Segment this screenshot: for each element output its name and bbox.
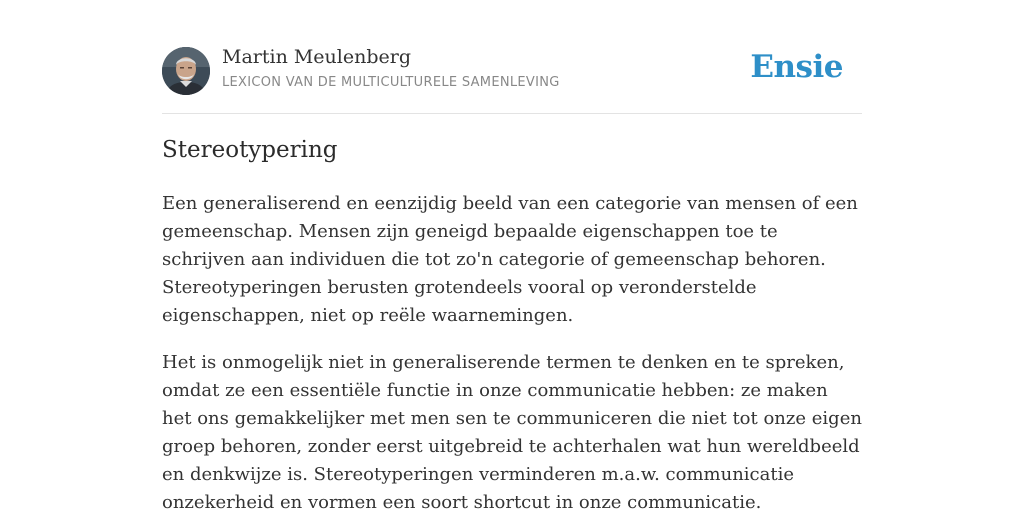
collection-name[interactable]: LEXICON VAN DE MULTICULTURELE SAMENLEVING [222, 75, 560, 90]
paragraph: Het is onmogelijk niet in generaliserende termen te denken en te spreken, omdat ze een essentiële functie in onze communicatie hebben: ze maken het ons gemakkelijker met men sen te communiceren die niet tot onze eigen groep behoren, zonder eerst uitgebreid te achterhalen wat hun wereldbeeld en denkwijze is. Stereotyperingen verminderen m.a.w. communicatie onzekerheid en vormen een soort shortcut in onze communicatie. [162, 352, 862, 512]
paragraph: Een generaliserend en eenzijdig beeld van een categorie van mensen of een gemeenschap. Mensen zijn geneigd bepaalde eigenschappen toe te schrijven aan individuen die tot zo'n categorie of gemeenschap behoren. Stereotyperingen berusten grotendeels vooral op veronderstelde eigenschappen, niet op reële waarnemingen. [162, 193, 858, 326]
header-divider [162, 113, 862, 114]
article-body [162, 190, 862, 512]
author-name[interactable]: Martin Meulenberg [222, 46, 411, 68]
brand-logo[interactable]: Ensie [750, 49, 843, 85]
avatar-portrait-icon [162, 47, 210, 95]
article-title: Stereotypering [162, 137, 338, 163]
author-avatar[interactable] [162, 47, 210, 95]
article-header [162, 46, 862, 96]
